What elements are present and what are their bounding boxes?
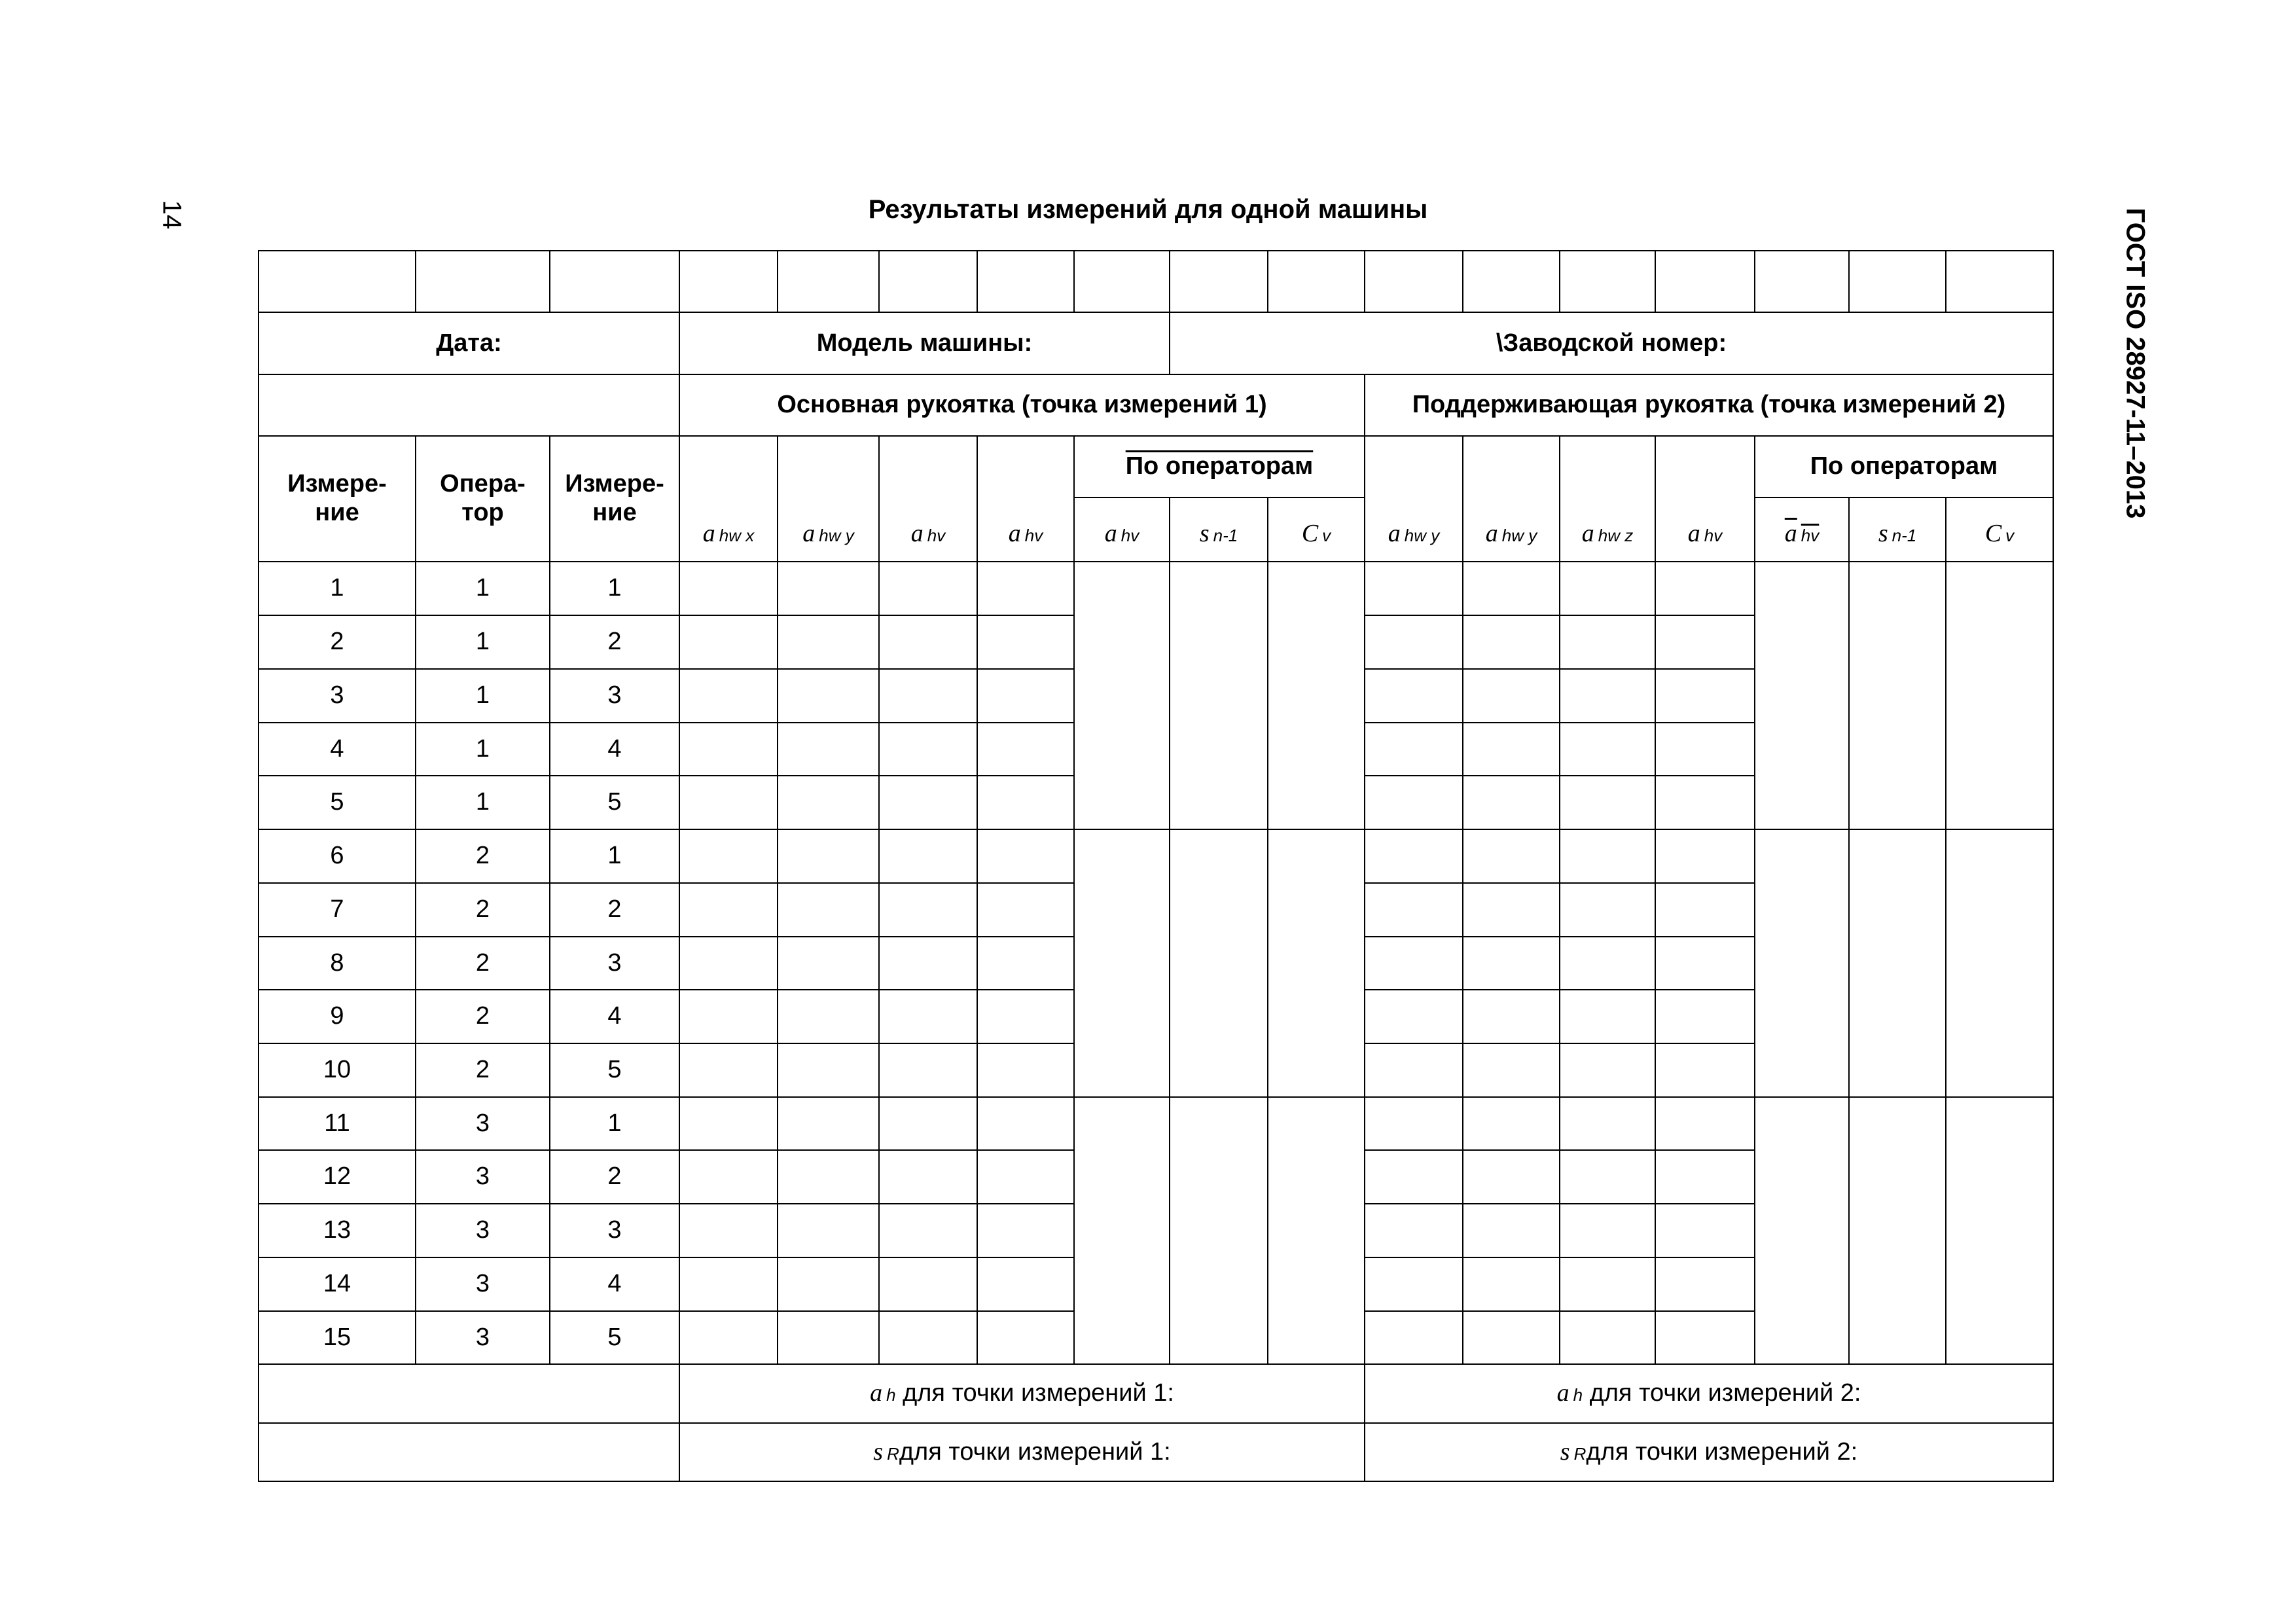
symbol-header: a hw x (679, 436, 778, 562)
symbol-header: a hv (1074, 497, 1170, 562)
symbol-header: a hw z (1560, 436, 1655, 562)
operator-summary-cell[interactable] (1755, 562, 1849, 829)
input-cell[interactable] (1463, 1257, 1560, 1311)
input-cell[interactable] (679, 776, 778, 829)
row-value: 4 (550, 1257, 679, 1311)
blank-cell (259, 251, 416, 312)
input-cell[interactable] (977, 776, 1074, 829)
input-cell[interactable] (977, 1257, 1074, 1311)
row-value: 3 (550, 1204, 679, 1257)
operator-summary-cell[interactable] (1074, 1097, 1170, 1365)
input-cell[interactable] (679, 990, 778, 1043)
blank-cell (1849, 251, 1946, 312)
row-value: 2 (416, 990, 550, 1043)
col-measurement-2: Измере- ние (550, 436, 679, 562)
input-cell[interactable] (778, 669, 879, 723)
operator-summary-cell[interactable] (1849, 829, 1946, 1097)
row-value: 15 (259, 1311, 416, 1365)
input-cell[interactable] (1655, 776, 1755, 829)
table-row (259, 829, 2053, 883)
input-cell[interactable] (977, 1097, 1074, 1151)
blank-cell (1946, 251, 2053, 312)
blank-cell (778, 251, 879, 312)
input-cell[interactable] (1463, 615, 1560, 669)
symbol-header: a hw y (1365, 436, 1463, 562)
symbol-header: C v (1946, 497, 2053, 562)
input-cell[interactable] (879, 883, 977, 937)
operator-summary-cell[interactable] (1268, 829, 1365, 1097)
row-value: 13 (259, 1204, 416, 1257)
input-cell[interactable] (1655, 669, 1755, 723)
blank-cell (679, 251, 778, 312)
info-row (259, 312, 2053, 374)
input-cell[interactable] (1463, 669, 1560, 723)
symbol-header: C v (1268, 497, 1365, 562)
operator-summary-cell[interactable] (1170, 562, 1268, 829)
col-measurement: Измере- ние (259, 436, 416, 562)
input-cell[interactable] (1560, 1150, 1655, 1204)
row-value: 1 (416, 669, 550, 723)
row-value: 1 (259, 562, 416, 615)
input-cell[interactable] (1463, 937, 1560, 990)
input-cell[interactable] (778, 776, 879, 829)
group-row (259, 374, 2053, 436)
input-cell[interactable] (1560, 829, 1655, 883)
input-cell[interactable] (879, 723, 977, 776)
input-cell[interactable] (1560, 883, 1655, 937)
operator-summary-cell[interactable] (1074, 829, 1170, 1097)
blank-header-row (259, 251, 2053, 312)
row-value: 2 (416, 937, 550, 990)
input-cell[interactable] (679, 937, 778, 990)
operator-summary-cell[interactable] (1755, 829, 1849, 1097)
input-cell[interactable] (1463, 990, 1560, 1043)
input-cell[interactable] (778, 1204, 879, 1257)
input-cell[interactable] (1365, 1311, 1463, 1365)
subheader-row-1 (259, 436, 2053, 497)
input-cell[interactable] (679, 1257, 778, 1311)
blank-cell (879, 251, 977, 312)
input-cell[interactable] (1365, 990, 1463, 1043)
row-value: 1 (550, 1097, 679, 1151)
input-cell[interactable] (879, 937, 977, 990)
table-row (259, 1097, 2053, 1151)
input-cell[interactable] (778, 1257, 879, 1311)
row-value: 3 (550, 669, 679, 723)
blank-cell (1365, 251, 1463, 312)
input-cell[interactable] (1463, 1204, 1560, 1257)
row-value: 14 (259, 1257, 416, 1311)
input-cell[interactable] (1463, 883, 1560, 937)
input-cell[interactable] (977, 615, 1074, 669)
row-value: 2 (416, 1043, 550, 1097)
input-cell[interactable] (1365, 776, 1463, 829)
input-cell[interactable] (1365, 562, 1463, 615)
by-operators-header-2: По операторам (1755, 436, 2053, 497)
row-value: 4 (550, 723, 679, 776)
input-cell[interactable] (679, 723, 778, 776)
input-cell[interactable] (1365, 1097, 1463, 1151)
input-cell[interactable] (1463, 562, 1560, 615)
input-cell[interactable] (778, 723, 879, 776)
row-value: 7 (259, 883, 416, 937)
input-cell[interactable] (778, 1043, 879, 1097)
by-operators-header-1 (1074, 436, 1365, 497)
input-cell[interactable] (977, 1311, 1074, 1365)
input-cell[interactable] (879, 1311, 977, 1365)
row-value: 1 (550, 829, 679, 883)
input-cell[interactable] (879, 776, 977, 829)
blank-cell (1170, 251, 1268, 312)
input-cell[interactable] (1560, 1097, 1655, 1151)
input-cell[interactable] (879, 1043, 977, 1097)
row-value: 11 (259, 1097, 416, 1151)
input-cell[interactable] (1365, 937, 1463, 990)
group-support-handle: Поддерживающая рукоятка (точка измерений 2) (1365, 374, 2053, 436)
input-cell[interactable] (879, 562, 977, 615)
input-cell[interactable] (1655, 562, 1755, 615)
input-cell[interactable] (1463, 829, 1560, 883)
input-cell[interactable] (1365, 1043, 1463, 1097)
row-value: 2 (550, 615, 679, 669)
input-cell[interactable] (679, 615, 778, 669)
input-cell[interactable] (1365, 829, 1463, 883)
input-cell[interactable] (679, 669, 778, 723)
operator-summary-cell[interactable] (1946, 829, 2053, 1097)
operator-summary-cell[interactable] (1946, 562, 2053, 829)
row-value: 3 (259, 669, 416, 723)
input-cell[interactable] (977, 562, 1074, 615)
row-value: 4 (259, 723, 416, 776)
operator-summary-cell[interactable] (1074, 562, 1170, 829)
input-cell[interactable] (1655, 937, 1755, 990)
input-cell[interactable] (1560, 1257, 1655, 1311)
measurement-results-table (258, 250, 2054, 1482)
blank-cell (1463, 251, 1560, 312)
blank-cell (977, 251, 1074, 312)
input-cell[interactable] (1655, 1150, 1755, 1204)
input-cell[interactable] (1655, 883, 1755, 937)
input-cell[interactable] (977, 937, 1074, 990)
blank-cell (1074, 251, 1170, 312)
input-cell[interactable] (1655, 1257, 1755, 1311)
input-cell[interactable] (1655, 990, 1755, 1043)
input-cell[interactable] (879, 1204, 977, 1257)
input-cell[interactable] (879, 1150, 977, 1204)
empty-cell (259, 1423, 679, 1481)
row-value: 6 (259, 829, 416, 883)
operator-summary-cell[interactable] (1268, 1097, 1365, 1365)
input-cell[interactable] (1560, 1043, 1655, 1097)
row-value: 3 (416, 1257, 550, 1311)
input-cell[interactable] (778, 615, 879, 669)
by-operators-text: По операторам (1125, 452, 1314, 480)
operator-summary-cell[interactable] (1849, 1097, 1946, 1365)
sr-point-1: s Rдля точки измерений 1: (679, 1423, 1365, 1481)
input-cell[interactable] (1560, 990, 1655, 1043)
blank-cell (416, 251, 550, 312)
operator-summary-cell[interactable] (1946, 1097, 2053, 1365)
input-cell[interactable] (1655, 1311, 1755, 1365)
input-cell[interactable] (1365, 669, 1463, 723)
input-cell[interactable] (679, 1311, 778, 1365)
footer-row-sr (259, 1423, 2053, 1481)
row-value: 12 (259, 1150, 416, 1204)
symbol-header: s n-1 (1170, 497, 1268, 562)
blank-cell (1560, 251, 1655, 312)
row-value: 1 (416, 562, 550, 615)
input-cell[interactable] (1463, 776, 1560, 829)
standard-code: ГОСТ ISO 28927-11–2013 (2121, 208, 2150, 519)
input-cell[interactable] (1655, 829, 1755, 883)
operator-summary-cell[interactable] (1170, 1097, 1268, 1365)
col-operator: Опера- тор (416, 436, 550, 562)
input-cell[interactable] (778, 1150, 879, 1204)
input-cell[interactable] (1463, 1311, 1560, 1365)
input-cell[interactable] (1560, 1311, 1655, 1365)
input-cell[interactable] (679, 1097, 778, 1151)
row-value: 1 (416, 615, 550, 669)
input-cell[interactable] (679, 1150, 778, 1204)
input-cell[interactable] (879, 829, 977, 883)
input-cell[interactable] (879, 669, 977, 723)
symbol-header: a hw y (778, 436, 879, 562)
input-cell[interactable] (1365, 1204, 1463, 1257)
row-value: 3 (416, 1097, 550, 1151)
blank-cell (1268, 251, 1365, 312)
input-cell[interactable] (1560, 776, 1655, 829)
input-cell[interactable] (679, 1204, 778, 1257)
input-cell[interactable] (778, 829, 879, 883)
blank-cell (550, 251, 679, 312)
input-cell[interactable] (1560, 723, 1655, 776)
row-value: 1 (416, 776, 550, 829)
input-cell[interactable] (977, 1204, 1074, 1257)
input-cell[interactable] (879, 1257, 977, 1311)
symbol-header: a hv (977, 436, 1074, 562)
operator-summary-cell[interactable] (1755, 1097, 1849, 1365)
input-cell[interactable] (778, 883, 879, 937)
input-cell[interactable] (1463, 723, 1560, 776)
table-row (259, 562, 2053, 615)
operator-summary-cell[interactable] (1268, 562, 1365, 829)
page-number: 14 (157, 200, 187, 230)
row-value: 3 (550, 937, 679, 990)
input-cell[interactable] (1655, 723, 1755, 776)
input-cell[interactable] (977, 829, 1074, 883)
footer-row-ah (259, 1364, 2053, 1422)
input-cell[interactable] (679, 562, 778, 615)
date-label: Дата: (259, 312, 679, 374)
operator-summary-cell[interactable] (1170, 829, 1268, 1097)
group-main-handle: Основная рукоятка (точка измерений 1) (679, 374, 1365, 436)
row-value: 3 (416, 1150, 550, 1204)
input-cell[interactable] (977, 669, 1074, 723)
input-cell[interactable] (879, 990, 977, 1043)
input-cell[interactable] (1365, 723, 1463, 776)
input-cell[interactable] (977, 990, 1074, 1043)
input-cell[interactable] (977, 723, 1074, 776)
row-value: 10 (259, 1043, 416, 1097)
input-cell[interactable] (679, 829, 778, 883)
symbol-header: s n-1 (1849, 497, 1946, 562)
row-value: 3 (416, 1311, 550, 1365)
input-cell[interactable] (879, 615, 977, 669)
ah-point-2: a h для точки измерений 2: (1365, 1364, 2053, 1422)
input-cell[interactable] (778, 937, 879, 990)
row-value: 2 (259, 615, 416, 669)
input-cell[interactable] (1655, 615, 1755, 669)
input-cell[interactable] (1655, 1097, 1755, 1151)
row-value: 2 (416, 829, 550, 883)
blank-cell (1755, 251, 1849, 312)
input-cell[interactable] (977, 1150, 1074, 1204)
model-label: Модель машины: (679, 312, 1170, 374)
row-value: 5 (550, 776, 679, 829)
row-value: 1 (550, 562, 679, 615)
row-value: 4 (550, 990, 679, 1043)
row-value: 3 (416, 1204, 550, 1257)
empty-cell (259, 1364, 679, 1422)
blank-cell (1655, 251, 1755, 312)
row-value: 8 (259, 937, 416, 990)
input-cell[interactable] (1463, 1043, 1560, 1097)
row-value: 5 (550, 1311, 679, 1365)
serial-label: \Заводской номер: (1170, 312, 2053, 374)
input-cell[interactable] (679, 883, 778, 937)
input-cell[interactable] (1463, 1097, 1560, 1151)
input-cell[interactable] (679, 1043, 778, 1097)
page-title: Результаты измерений для одной машины (868, 195, 1428, 224)
input-cell[interactable] (1365, 1257, 1463, 1311)
input-cell[interactable] (1560, 1204, 1655, 1257)
input-cell[interactable] (1365, 883, 1463, 937)
row-value: 9 (259, 990, 416, 1043)
input-cell[interactable] (1655, 1043, 1755, 1097)
symbol-header: a hv (879, 436, 977, 562)
row-value: 5 (259, 776, 416, 829)
input-cell[interactable] (778, 1311, 879, 1365)
row-value: 5 (550, 1043, 679, 1097)
input-cell[interactable] (1365, 1150, 1463, 1204)
input-cell[interactable] (778, 1097, 879, 1151)
row-value: 2 (550, 883, 679, 937)
input-cell[interactable] (977, 883, 1074, 937)
input-cell[interactable] (977, 1043, 1074, 1097)
row-value: 2 (416, 883, 550, 937)
input-cell[interactable] (1560, 562, 1655, 615)
symbol-header: a hv (1755, 497, 1849, 562)
ah-point-1: a h для точки измерений 1: (679, 1364, 1365, 1422)
row-value: 1 (416, 723, 550, 776)
input-cell[interactable] (778, 562, 879, 615)
symbol-header: a hv (1655, 436, 1755, 562)
operator-summary-cell[interactable] (1849, 562, 1946, 829)
empty-cell (259, 374, 679, 436)
input-cell[interactable] (879, 1097, 977, 1151)
input-cell[interactable] (1560, 669, 1655, 723)
input-cell[interactable] (1560, 615, 1655, 669)
input-cell[interactable] (1463, 1150, 1560, 1204)
input-cell[interactable] (1365, 615, 1463, 669)
input-cell[interactable] (1655, 1204, 1755, 1257)
row-value: 2 (550, 1150, 679, 1204)
input-cell[interactable] (778, 990, 879, 1043)
input-cell[interactable] (1560, 937, 1655, 990)
symbol-header: a hw y (1463, 436, 1560, 562)
sr-point-2: s Rдля точки измерений 2: (1365, 1423, 2053, 1481)
